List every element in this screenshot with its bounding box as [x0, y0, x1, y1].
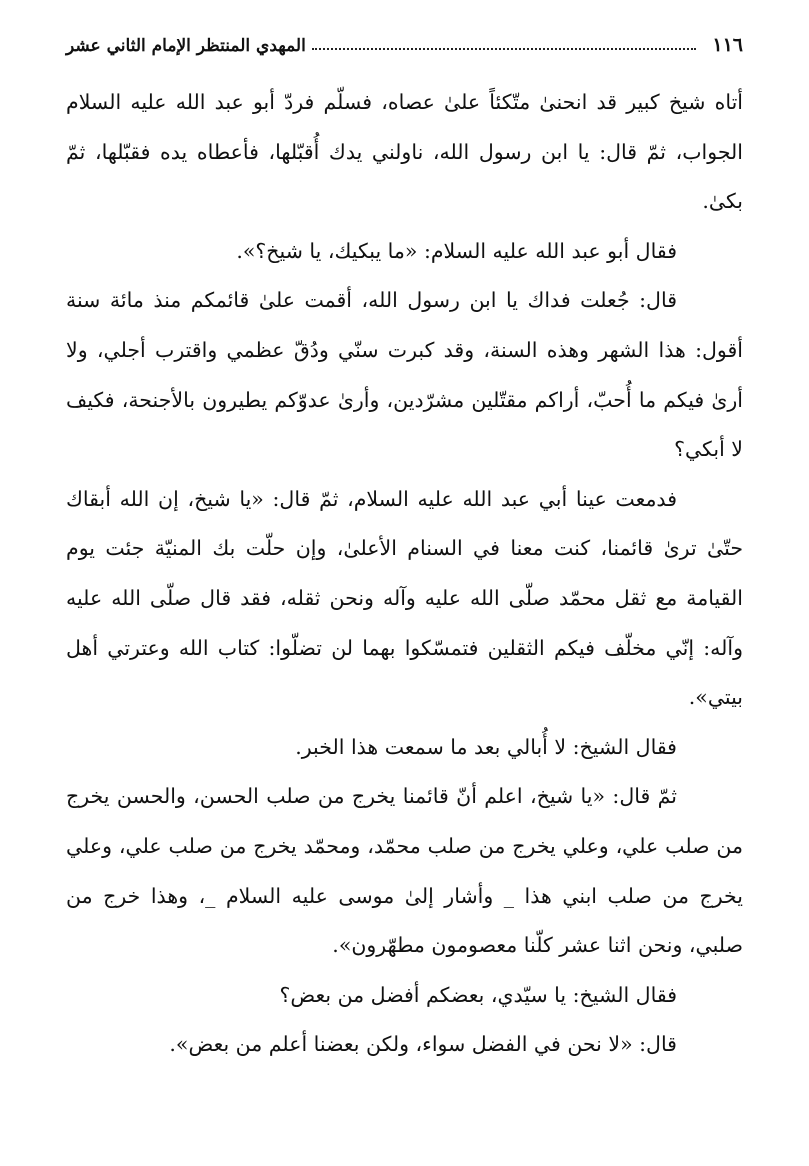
paragraph-8: قال: «لا نحن في الفضل سواء، ولكن بعضنا أعلم من بعض».	[169, 1032, 677, 1057]
paragraph-3: قال: جُعلت فداك يا ابن رسول الله، أقمت علىٰ قائمكم منذ مائة سنة أقول: هذا الشهر وهذه السنة، وقد كبرت سنّي ودُقّ عظمي واقترب أجلي، ولا أرىٰ فيكم ما أُحبّ، أراكم مقتّلين مشرّدين، وأرىٰ عدوّكم يطيرون بالأجنحة، فكيف لا أبكي؟	[66, 288, 743, 462]
header-dotted-leader	[312, 47, 697, 50]
body-text	[66, 78, 743, 1070]
paragraph-7: فقال الشيخ: يا سيّدي، بعضكم أفضل من بعض؟	[279, 982, 677, 1007]
paragraph-4: فدمعت عينا أبي عبد الله عليه السلام، ثمّ قال: «يا شيخ، إن الله أبقاك حتّىٰ ترىٰ قائمنا، كنت معنا في السنام الأعلىٰ، وإن حلّت بك المنيّة جئت يوم القيامة مع ثقل محمّد صلّى الله عليه وآله ونحن ثقله، فقد قال صلّى الله عليه وآله: إنّي مخلّف فيكم الثقلين فتمسّكوا بهما لن تضلّوا: كتاب الله وعترتي أهل بيتي».	[66, 486, 743, 710]
book-title: المهدي المنتظر الإمام الثاني عشر	[66, 36, 306, 56]
page-number: ١١٦	[712, 34, 743, 56]
paragraph-2: فقال أبو عبد الله عليه السلام: «ما يبكيك، يا شيخ؟».	[236, 238, 677, 263]
paragraph-5: فقال الشيخ: لا أُبالي بعد ما سمعت هذا الخبر.	[295, 734, 677, 759]
paragraph-6: ثمّ قال: «يا شيخ، اعلم أنّ قائمنا يخرج من صلب الحسن، والحسن يخرج من صلب علي، وعلي يخرج من صلب محمّد، ومحمّد يخرج من صلب علي، وعلي يخرج من صلب ابني هذا _ وأشار إلىٰ موسى عليه السلام _، وهذا خرج من صلبي، ونحن اثنا عشر كلّنا معصومون مطهّرون».	[66, 784, 743, 958]
paragraph-1: أتاه شيخ كبير قد انحنىٰ متّكئاً علىٰ عصاه، فسلّم فردّ أبو عبد الله عليه السلام الجواب، ثمّ قال: يا ابن رسول الله، ناولني يدك أُقبّلها، فأعطاه يده فقبّلها، ثمّ بكىٰ.	[66, 90, 743, 214]
running-header	[66, 28, 743, 56]
